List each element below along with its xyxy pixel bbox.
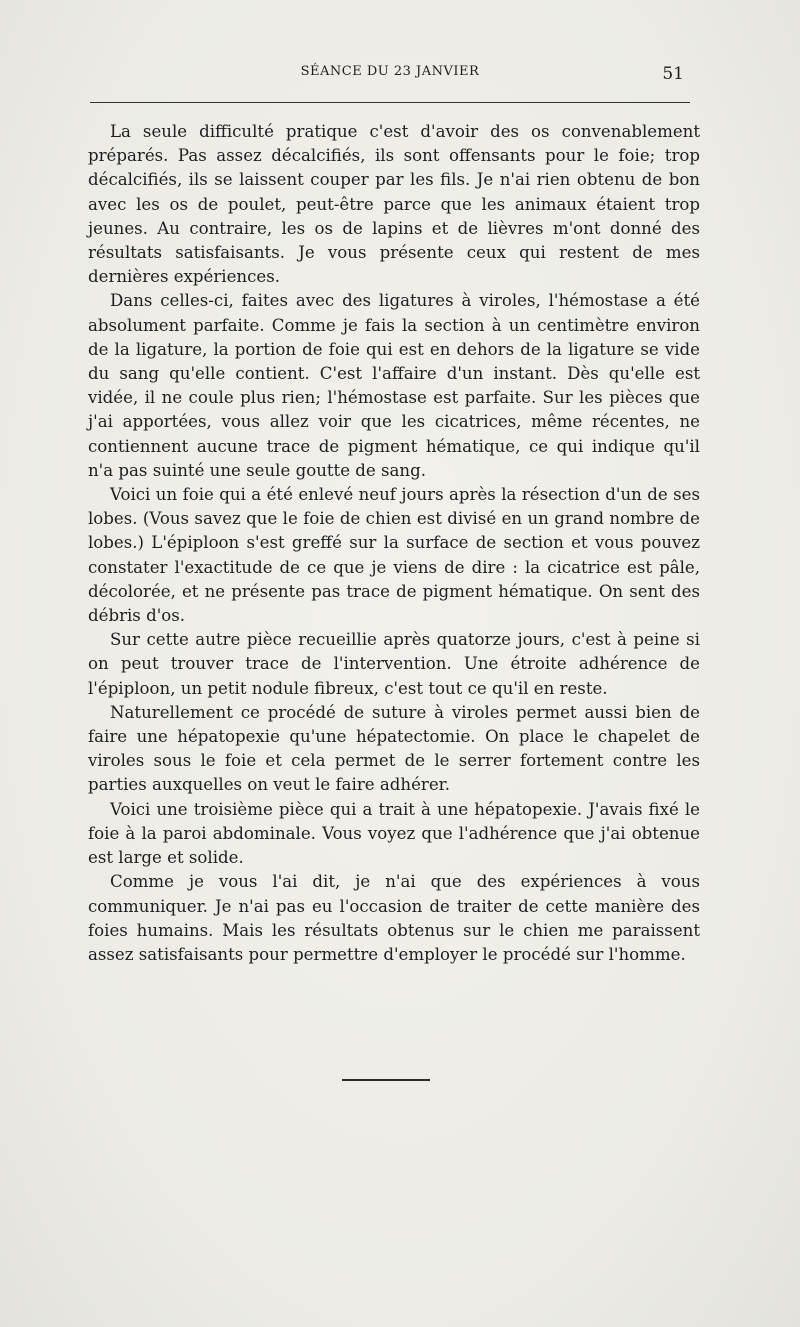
paragraph-6: Voici une troisième pièce qui a trait à une hépatopexie. J'avais fixé le foie à la paroi abdominale. Vous voyez que l'adhérence que j'ai obtenue est large et solide. [88,799,700,868]
paragraph-4: Sur cette autre pièce recueillie après quatorze jours, c'est à peine si on peut trouver trace de l'intervention. Une étroite adhérence de l'épiploon, un petit nodule fibreux, c'est tout ce qu'il en reste. [88,630,700,698]
paragraph-1: La seule difficulté pratique c'est d'avoir des os convenablement préparés. Pas assez décalcifiés, ils sont offensants pour le foie; trop décalcifiés, ils se laissent couper par les fils. Je n'ai rien obtenu de bon avec les os de poulet, peut-être parce que les animaux étaient trop jeunes. Au contraire, les os de lapins et de lièvres m'ont donné des résultats satisfaisants. Je vous présente ceux qui restent de mes dernières expériences. [88,122,700,287]
paragraph-5: Naturellement ce procédé de suture à viroles permet aussi bien de faire une hépatopexie qu'une hépatectomie. On place le chapelet de viroles sous le foie et cela permet de le serrer fortement contre les parties auxquelles on veut le faire adhérer. [88,702,700,795]
section-end-rule [342,1079,430,1081]
paragraph-7: Comme je vous l'ai dit, je n'ai que des expériences à vous communiquer. Je n'ai pas eu l'occasion de traiter de cette manière des foies humains. Mais les résultats obtenus sur le chien me paraissent assez satisfaisants pour permettre d'employer le procédé sur l'homme. [88,872,700,964]
body-text [88,120,700,967]
paragraph-3: Voici un foie qui a été enlevé neuf jours après la résection d'un de ses lobes. (Vous savez que le foie de chien est divisé en un grand nombre de lobes.) L'épiploon s'est greffé sur la surface de section et vous pouvez constater l'exactitude de ce que je viens de dire : la cicatrice est pâle, décolorée, et ne présente pas trace de pigment hématique. On sent des débris d'os. [88,485,700,626]
paragraph-2: Dans celles-ci, faites avec des ligatures à viroles, l'hémostase a été absolument parfaite. Comme je fais la section à un centimètre environ de la ligature, la portion de foie qui est en dehors de la ligature se vide du sang qu'elle contient. C'est l'affaire d'un instant. Dès qu'elle est vidée, il ne coule plus rien; l'hémostase est parfaite. Sur les pièces que j'ai apportées, vous allez voir que les cicatrices, même récentes, ne contiennent aucune trace de pigment hématique, ce qui indique qu'il n'a pas suinté une seule goutte de sang. [88,291,700,480]
page-number: 51 [662,64,684,84]
header-rule [90,102,690,103]
page-header [90,64,690,88]
running-title: SÉANCE DU 23 JANVIER [300,64,480,79]
